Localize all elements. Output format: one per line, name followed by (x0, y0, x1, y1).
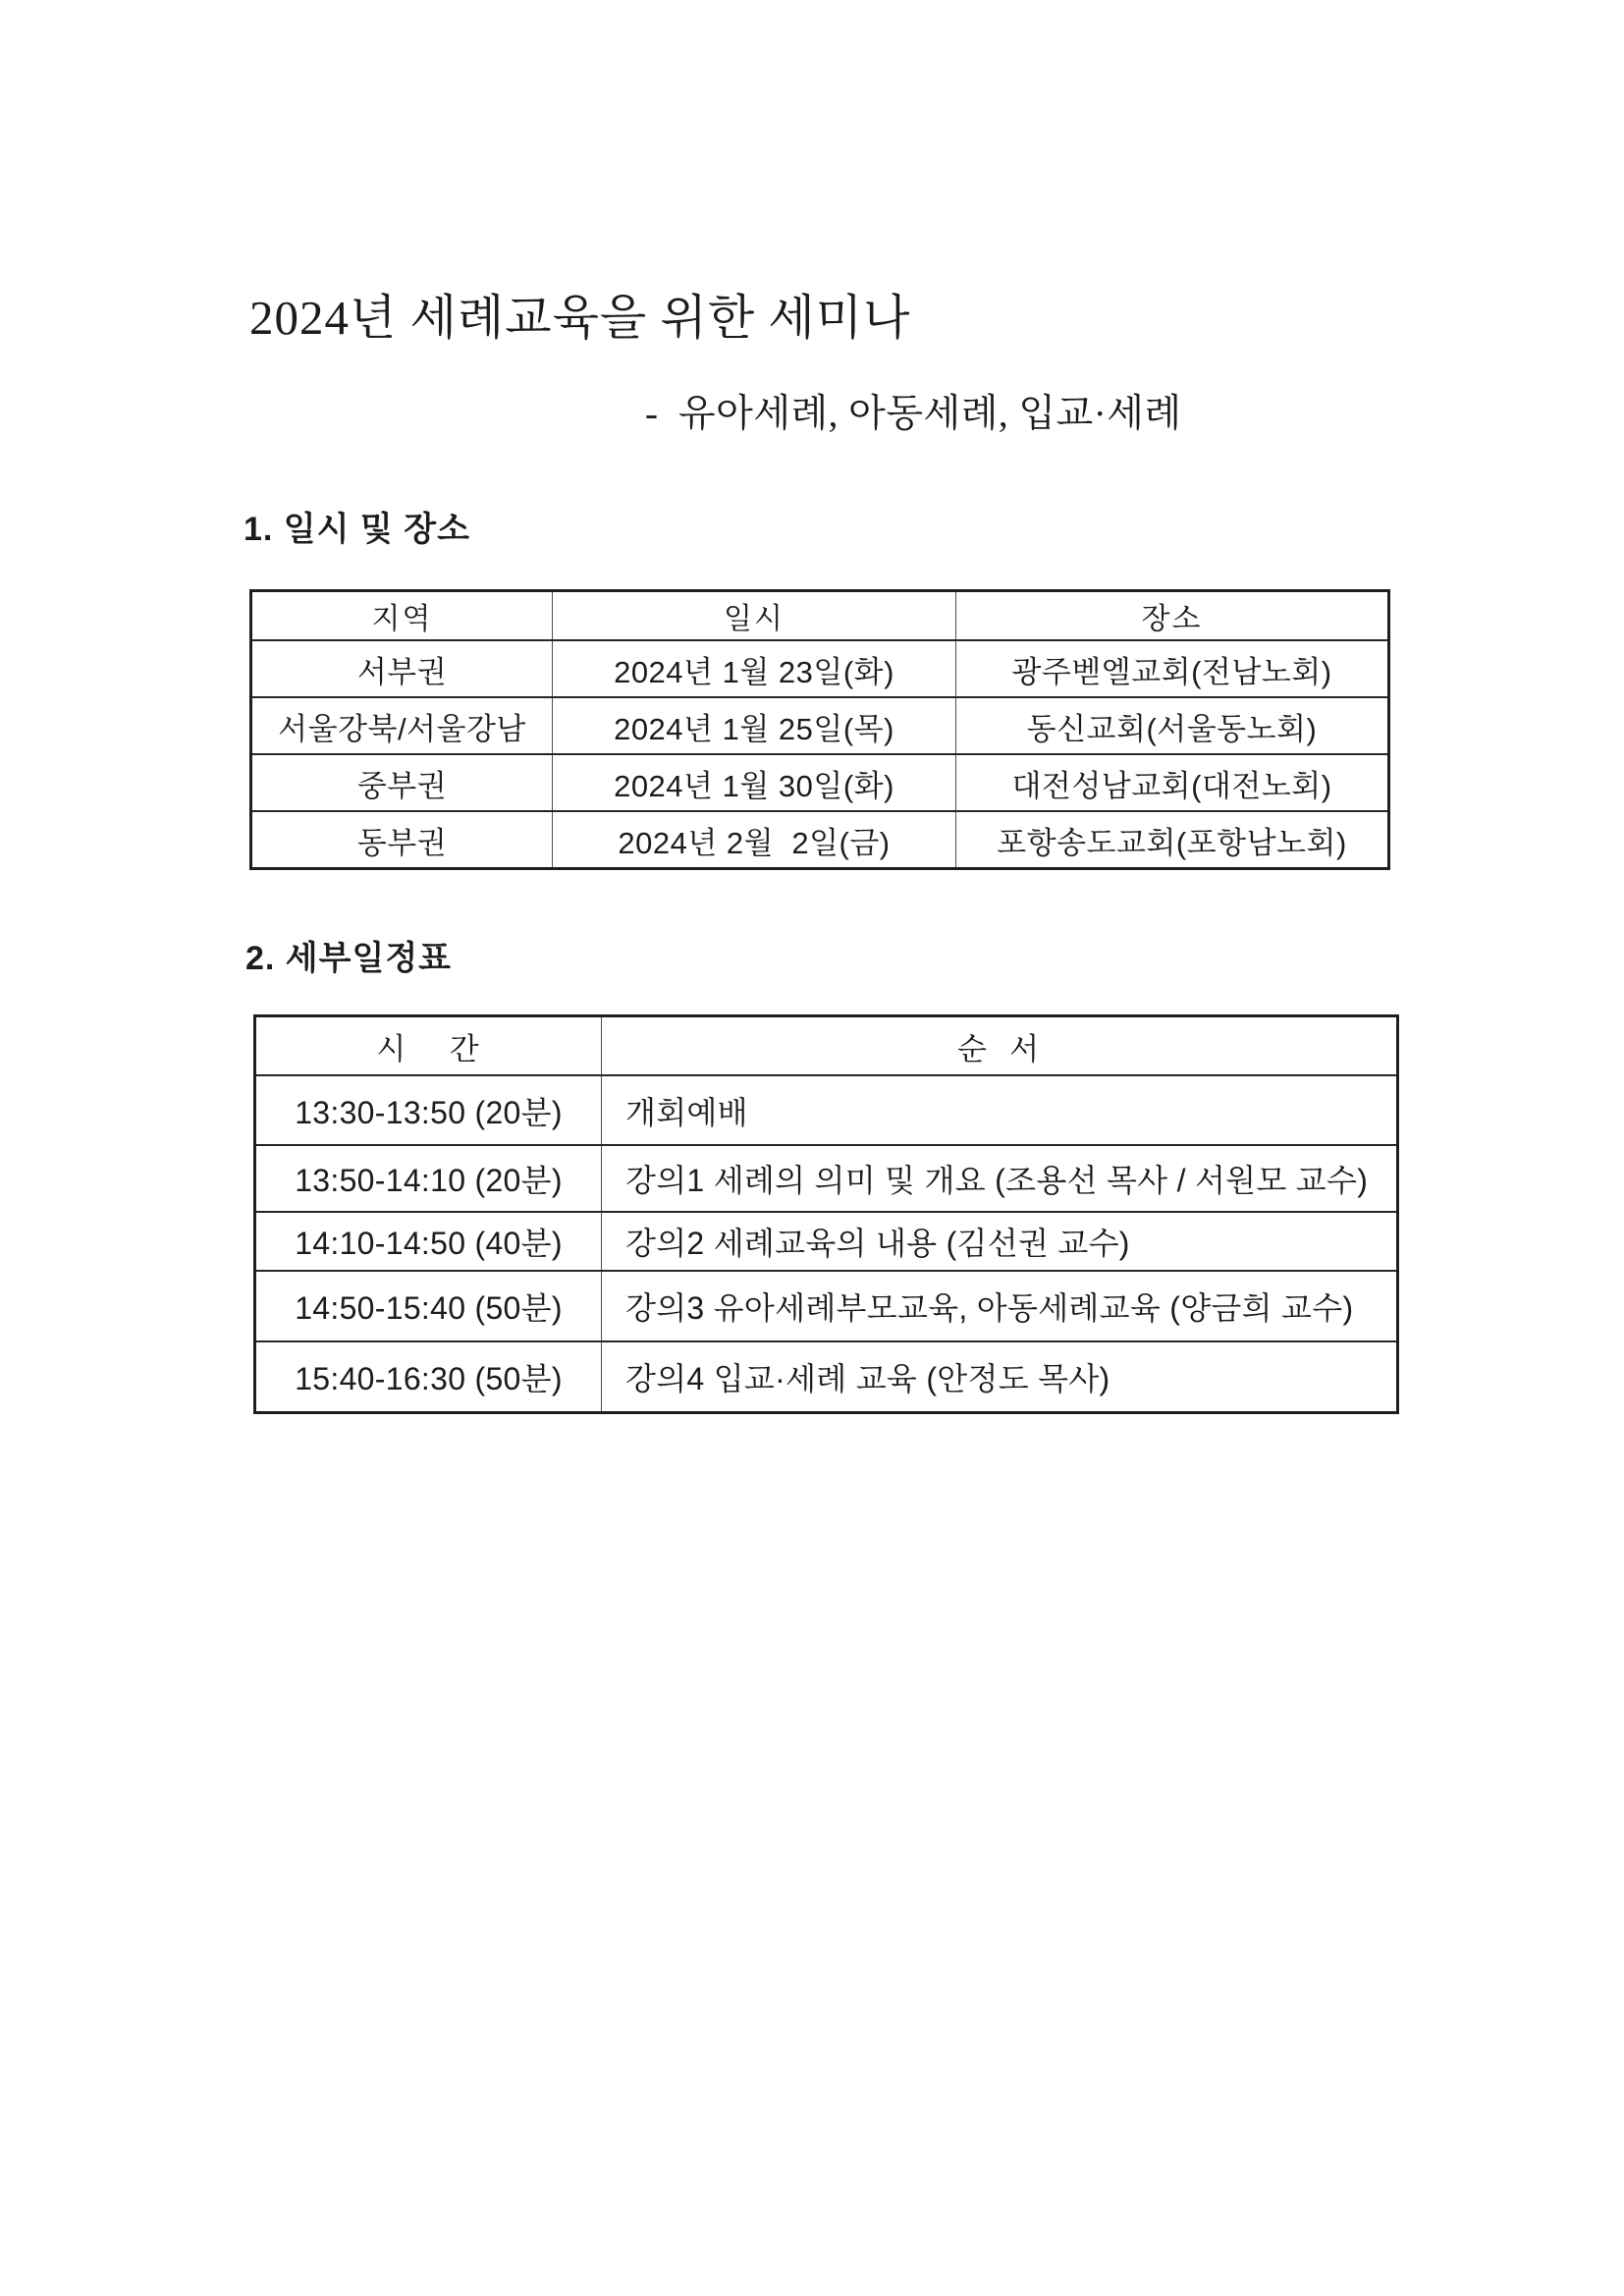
column-header-region: 지역 (251, 591, 553, 641)
schedule-table-header-row (255, 1016, 1398, 1076)
region-cell: 동부권 (251, 811, 553, 869)
table-row (255, 1145, 1398, 1212)
column-header-time: 시 간 (255, 1016, 602, 1076)
column-header-place: 장소 (956, 591, 1389, 641)
place-cell: 포항송도교회(포항남노회) (956, 811, 1389, 869)
page-subtitle: - 유아세례, 아동세례, 입교·세례 (645, 393, 1182, 435)
program-cell: 강의2 세례교육의 내용 (김선권 교수) (602, 1212, 1398, 1271)
table-row (251, 697, 1389, 754)
date-cell: 2024년 1월 25일(목) (553, 697, 956, 754)
page-title: 2024년 세례교육을 위한 세미나 (249, 291, 911, 345)
place-cell: 광주벧엘교회(전남노회) (956, 640, 1389, 697)
date-cell: 2024년 2월 2일(금) (553, 811, 956, 869)
schedule-table (253, 1014, 1399, 1414)
table-row (251, 754, 1389, 811)
table-row (251, 811, 1389, 869)
program-cell: 강의3 유아세례부모교육, 아동세례교육 (양금희 교수) (602, 1271, 1398, 1341)
table-row (251, 640, 1389, 697)
region-cell: 중부권 (251, 754, 553, 811)
date-cell: 2024년 1월 30일(화) (553, 754, 956, 811)
region-cell: 서부권 (251, 640, 553, 697)
region-cell: 서울강북/서울강남 (251, 697, 553, 754)
time-cell: 14:50-15:40 (50분) (255, 1271, 602, 1341)
program-cell: 강의1 세례의 의미 및 개요 (조용선 목사 / 서원모 교수) (602, 1145, 1398, 1212)
time-cell: 14:10-14:50 (40분) (255, 1212, 602, 1271)
date-cell: 2024년 1월 23일(화) (553, 640, 956, 697)
time-cell: 13:50-14:10 (20분) (255, 1145, 602, 1212)
venue-table (249, 589, 1390, 870)
table-row (255, 1271, 1398, 1341)
table-row (255, 1212, 1398, 1271)
place-cell: 동신교회(서울동노회) (956, 697, 1389, 754)
time-cell: 13:30-13:50 (20분) (255, 1075, 602, 1145)
time-cell: 15:40-16:30 (50분) (255, 1341, 602, 1413)
section-heading-schedule: 2. 세부일정표 (245, 940, 453, 977)
column-header-program: 순 서 (602, 1016, 1398, 1076)
program-cell: 강의4 입교·세례 교육 (안정도 목사) (602, 1341, 1398, 1413)
section-heading-venues: 1. 일시 및 장소 (244, 511, 470, 548)
venue-table-header-row (251, 591, 1389, 641)
place-cell: 대전성남교회(대전노회) (956, 754, 1389, 811)
table-row (255, 1341, 1398, 1413)
table-row (255, 1075, 1398, 1145)
column-header-date: 일시 (553, 591, 956, 641)
program-cell: 개회예배 (602, 1075, 1398, 1145)
